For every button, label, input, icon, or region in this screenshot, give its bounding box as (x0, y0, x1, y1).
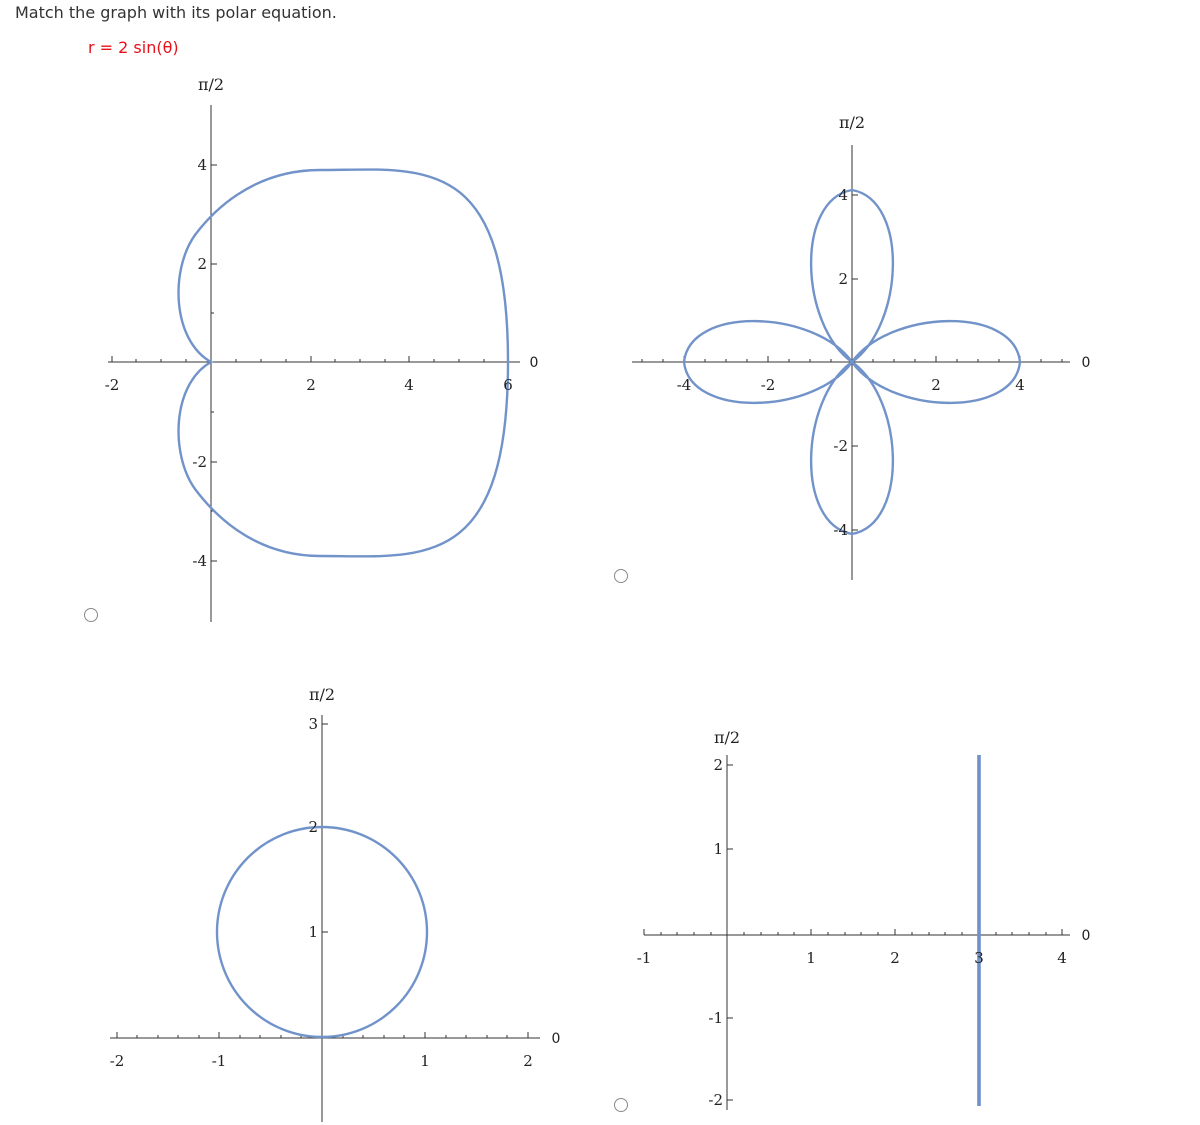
option-d-y-tick: -2 (708, 1091, 723, 1109)
option-c-y-tick: 2 (308, 818, 318, 836)
option-b-x-tick: 2 (931, 376, 941, 394)
option-c-pi-half-label: π/2 (308, 685, 336, 704)
option-d-x-tick: 2 (890, 949, 900, 967)
option-b-x-tick: 4 (1015, 376, 1025, 394)
option-d-zero-label: 0 (1081, 928, 1091, 944)
option-c-zero-label: 0 (551, 1031, 561, 1047)
option-c-x-tick: 1 (420, 1052, 430, 1070)
option-d-x-tick: 1 (806, 949, 816, 967)
option-d-y-tick: -1 (708, 1009, 723, 1027)
option-b-y-tick: 4 (838, 186, 848, 204)
option-a-x-tick: 4 (404, 376, 414, 394)
option-a-x-tick: 2 (306, 376, 316, 394)
option-b-pi-half-label: π/2 (838, 113, 866, 132)
option-a-y-tick: -4 (192, 552, 207, 570)
option-a-y-tick: 2 (197, 255, 207, 273)
option-b-y-tick: -4 (833, 521, 848, 539)
option-b-y-tick: 2 (838, 270, 848, 288)
option-a-x-tick: 6 (503, 376, 513, 394)
option-d-x-tick: -1 (636, 949, 652, 967)
option-a-x-tick: -2 (104, 376, 120, 394)
option-a-curve (179, 169, 508, 556)
option-d-graph (637, 728, 1091, 1110)
option-d-y-ticks (727, 765, 733, 1100)
option-b-y-tick: -2 (833, 437, 848, 455)
option-a-x-major-ticks (112, 356, 508, 362)
option-c-graph (110, 685, 561, 1122)
option-a-zero-label: 0 (529, 355, 539, 371)
option-a-graph (105, 75, 539, 622)
polar-equation: r = 2 sin(θ) (88, 38, 179, 57)
option-a-y-tick: -2 (192, 453, 207, 471)
option-b-graph (632, 113, 1090, 580)
option-d-radio[interactable] (614, 1098, 628, 1112)
option-c-x-tick: -2 (109, 1052, 125, 1070)
option-c-y-tick: 3 (308, 715, 318, 733)
option-a-y-tick: 4 (197, 156, 207, 174)
option-a-y-ticks (211, 165, 217, 561)
question-text: Match the graph with its polar equation. (15, 3, 337, 22)
option-c-x-tick: 2 (523, 1052, 533, 1070)
option-a-radio[interactable] (84, 608, 98, 622)
option-d-x-tick: 3 (974, 949, 984, 967)
option-d-x-tick: 4 (1057, 949, 1067, 967)
option-d-x-ticks (644, 929, 1062, 935)
option-b-x-tick: -4 (676, 376, 692, 394)
option-d-pi-half-label: π/2 (713, 728, 741, 747)
option-d-y-tick: 2 (713, 756, 723, 774)
option-c-x-tick: -1 (211, 1052, 227, 1070)
option-a-pi-half-label: π/2 (197, 75, 225, 94)
option-b-zero-label: 0 (1081, 355, 1091, 371)
option-c-y-tick: 1 (308, 923, 318, 941)
option-d-y-tick: 1 (713, 840, 723, 858)
option-b-radio[interactable] (614, 569, 628, 583)
option-b-x-tick: -2 (760, 376, 776, 394)
